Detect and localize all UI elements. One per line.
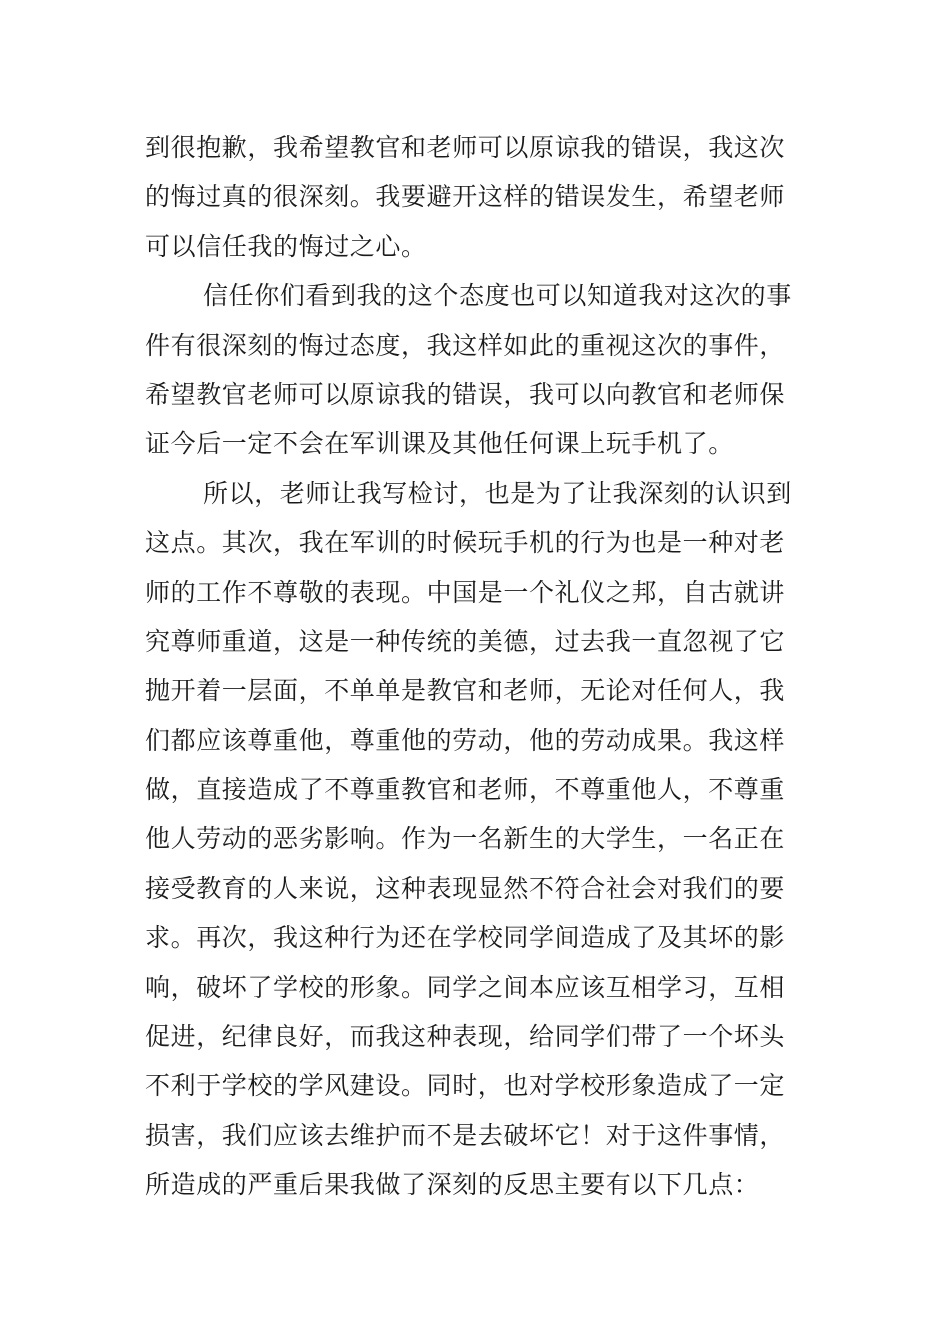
text-line: 做，直接造成了不尊重教官和老师，不尊重他人，不尊重: [145, 775, 786, 805]
text-line: 不利于学校的学风建设。同时，也对学校形象造成了一定: [145, 1071, 786, 1101]
text-line: 损害，我们应该去维护而不是去破坏它！对于这件事情，: [145, 1120, 786, 1150]
text-line: 究尊师重道，这是一种传统的美德，过去我一直忽视了它: [145, 626, 786, 656]
text-line: 所造成的严重后果我做了深刻的反思主要有以下几点：: [145, 1170, 760, 1200]
paragraph-start-line: 信任你们看到我的这个态度也可以知道我对这次的事: [203, 281, 792, 311]
text-line: 师的工作不尊敬的表现。中国是一个礼仪之邦，自古就讲: [145, 577, 786, 607]
document-body: [145, 123, 810, 1210]
text-line: 到很抱歉，我希望教官和老师可以原谅我的错误，我这次: [145, 133, 786, 162]
text-line: 们都应该尊重他，尊重他的劳动，他的劳动成果。我这样: [145, 725, 786, 755]
text-line: 件有很深刻的悔过态度，我这样如此的重视这次的事件，: [145, 330, 786, 360]
paragraph-start-line: 所以，老师让我写检讨，也是为了让我深刻的认识到: [203, 478, 792, 508]
text-line: 促进，纪律良好，而我这种表现，给同学们带了一个坏头: [145, 1022, 786, 1052]
text-line: 抛开着一层面，不单单是教官和老师，无论对任何人，我: [145, 676, 786, 706]
text-line: 这点。其次，我在军训的时候玩手机的行为也是一种对老: [145, 528, 786, 558]
text-line: 他人劳动的恶劣影响。作为一名新生的大学生，一名正在: [145, 824, 786, 854]
text-line: 的悔过真的很深刻。我要避开这样的错误发生，希望老师: [145, 182, 786, 212]
text-line: 接受教育的人来说，这种表现显然不符合社会对我们的要: [145, 873, 786, 903]
text-line: 响，破坏了学校的形象。同学之间本应该互相学习，互相: [145, 972, 786, 1002]
text-line: 求。再次，我这种行为还在学校同学间造成了及其坏的影: [145, 923, 786, 953]
text-line: 可以信任我的悔过之心。: [145, 231, 427, 261]
text-line: 证今后一定不会在军训课及其他任何课上玩手机了。: [145, 429, 734, 459]
text-line: 希望教官老师可以原谅我的错误，我可以向教官和老师保: [145, 379, 786, 409]
